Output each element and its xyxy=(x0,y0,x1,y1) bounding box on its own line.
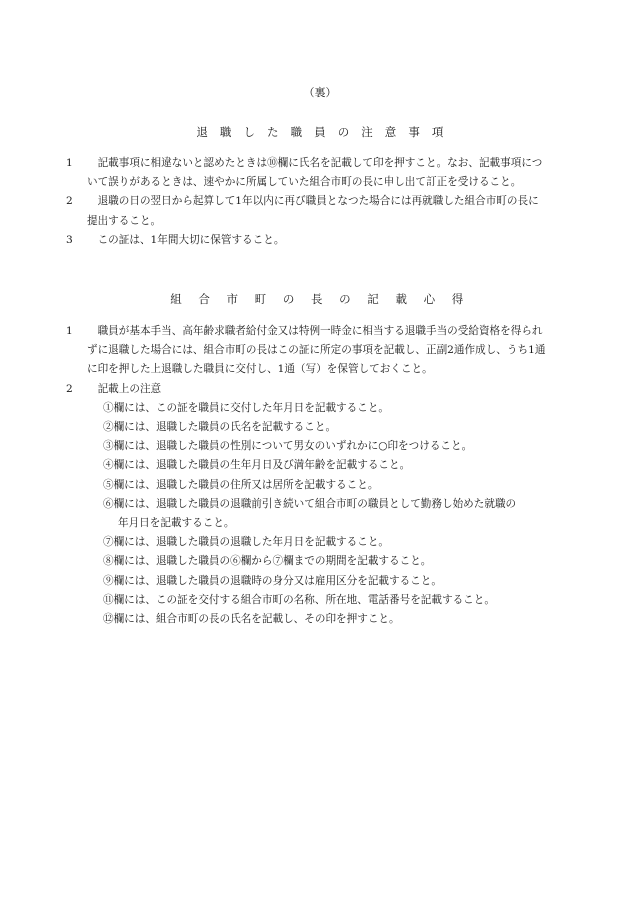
section2-item xyxy=(66,380,547,399)
section1-item xyxy=(66,154,547,192)
section2-body xyxy=(66,322,547,629)
note-line: ⑥欄には、退職した職員の退職前引き続いて組合市町の職員として勤務し始めた就職の xyxy=(103,497,517,510)
item-text: 退職の日の翌日から起算して1年以内に再び職員となつた場合には再就職した組合市町の長に提出すること。 xyxy=(87,195,539,227)
note-line: ⑦欄には、退職した職員の退職した年月日を記載すること。 xyxy=(103,536,390,549)
note-line: ⑨欄には、退職した職員の退職時の身分又は雇用区分を記載すること。 xyxy=(103,574,442,587)
item-text: 記載事項に相違ないと認めたときは⑩欄に氏名を記載して印を押すこと。なお、記載事項について誤りがあるときは、速やかに所属していた組合市町の長に申し出て訂正を受けること。 xyxy=(87,157,543,189)
note-line: ②欄には、退職した職員の氏名を記載すること。 xyxy=(103,421,337,434)
section1-heading: 退 職 し た 職 員 の 注 意 事 項 xyxy=(196,125,448,139)
item-number: 1 xyxy=(66,325,73,337)
note-line: ③欄には、退職した職員の性別について男女のいずれかに○印をつけること。 xyxy=(103,440,473,453)
item-text: 職員が基本手当、高年齢求職者給付金又は特例一時金に相当する退職手当の受給資格を得られずに退職した場合には、組合市町の長はこの証に所定の事項を記載し、正副2通作成し、うち1通に印を押した上退職した職員に交付し、1通（写）を保管しておくこと。 xyxy=(87,325,546,376)
section1-body xyxy=(66,154,547,250)
item-number: 2 xyxy=(66,195,73,208)
section1-item xyxy=(66,192,547,230)
note-line: ⑧欄には、退職した職員の⑥欄から⑦欄までの期間を記載すること。 xyxy=(103,555,432,568)
note-line: ④欄には、退職した職員の生年月日及び満年齢を記載すること。 xyxy=(103,459,411,472)
item-number: 2 xyxy=(66,382,73,395)
section1-item xyxy=(66,231,547,250)
note-line: ⑫欄には、組合市町の長の氏名を記載し、その印を押すこと。 xyxy=(103,613,400,626)
note-line: ⑤欄には、退職した職員の住所又は居所を記載すること。 xyxy=(103,478,379,491)
section2-item xyxy=(66,322,547,380)
note-line: ①欄には、この証を職員に交付した年月日を記載すること。 xyxy=(103,401,390,414)
item-number: 1 xyxy=(66,157,73,169)
note-line: ⑪欄には、この証を交付する組合市町の名称、所在地、電話番号を記載すること。 xyxy=(103,593,495,606)
item-number: 3 xyxy=(66,233,73,246)
item-text: この証は、1年間大切に保管すること。 xyxy=(87,233,285,246)
back-side-label: （裏） xyxy=(303,86,337,99)
section2-heading: 組 合 市 町 の 長 の 記 載 心 得 xyxy=(170,292,470,306)
item-text: 記載上の注意 xyxy=(87,382,162,395)
note-continuation: 年月日を記載すること。 xyxy=(118,517,235,530)
